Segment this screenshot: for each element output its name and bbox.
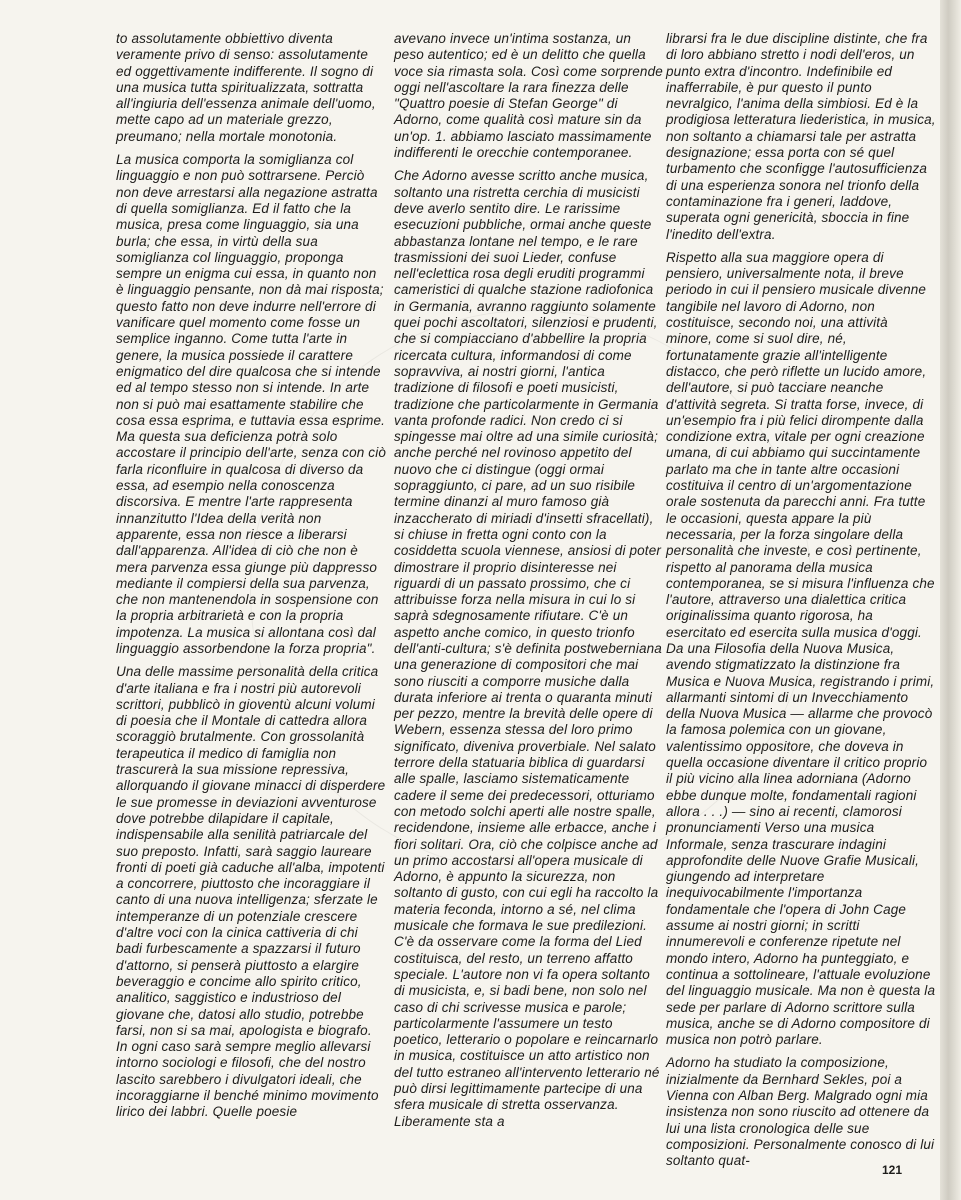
paragraph: Adorno ha studiato la composizione, inizialmente da Bernhard Sekles, poi a Vienna con Alban Berg. Malgrado ogni mia insistenza non sono riuscito ad ottenere da lui una lista cronologica delle sue composizioni. Personalmente conosco di lui soltanto quat- — [666, 1055, 935, 1169]
paragraph: Una delle massime personalità della critica d'arte italiana e fra i nostri più autorevoli scrittori, pubblicò in gioventù alcuni volumi di poesia che il Montale di cattedra allora scoraggiò brutalmente. Con grossolanità terapeutica il medico di famiglia non trascurerà la sua missione repressiva, allorquando il giovane minacci di disperdere le sue promesse in deviazioni avventurose dove potrebbe dilapidare il capitale, indispensabile alla senilità patriarcale del suo preposto. Infatti, sarà saggio laureare fronti di poeti già caduche all'alba, impotenti a concorrere, piuttosto che incoraggiare il canto di una nuova intelligenza; sferzate le intemperanze di un potenziale crescere d'altre voci con la cinica cattiveria di chi badi furbescamente a spazzarsi il futuro d'attorno, si penserà piuttosto a elargire beveraggio e concime allo spirito critico, analitico, saggistico e industrioso del giovane che, datosi allo studio, potrebbe farsi, non si sa mai, apologista e biografo. In ogni caso sarà sempre meglio allevarsi intorno sociologi e filosofi, che del nostro lascito sarebbero i divulgatori ideali, che incoraggiarne il benché minimo movimento lirico dei labbri. Quelle poesie — [116, 664, 386, 1120]
text-column-2 — [394, 31, 664, 1130]
page-binding-edge — [940, 0, 961, 1200]
paragraph: to assolutamente obbiettivo diventa veramente privo di senso: assolutamente ed oggettivamente indifferente. Il sogno di una musica tutta spiritualizzata, sottratta all'ingiuria dell'essenza animale dell'uomo, mette capo ad un materiale grezzo, preumano; nella mortale monotonia. — [116, 31, 376, 144]
paragraph: librarsi fra le due discipline distinte, che fra di loro abbiano stretto i nodi dell'eros, un punto extra d'incontro. Indefinibile ed inafferrabile, è pur questo il punto nevralgico, l'anima della simbiosi. Ed è la prodigiosa letteratura liederistica, in musica, non soltanto a chiamarsi tale per astratta designazione; essa porta con sé quel turbamento che sconfigge l'autosufficienza di una esperienza sonora nel trionfo della contaminazione fra i generi, laddove, superata ogni genericità, sboccia in fine l'inedito dell'extra. — [666, 31, 936, 242]
page-number: 121 — [882, 1163, 903, 1177]
text-column-3 — [666, 31, 936, 1169]
text-column-1 — [116, 31, 386, 1121]
paragraph: Rispetto alla sua maggiore opera di pensiero, universalmente nota, il breve periodo in cui il pensiero musicale divenne tangibile nel lavoro di Adorno, non costituisce, secondo noi, una attività minore, come si suol dire, né, fortunatamente grazie all'intelligente distacco, che però riflette un lucido amore, dell'autore, si può tacciare neanche d'attività segreta. Si tratta forse, invece, di un'esempio fra i più felici dirompente dalla condizione extra, vitale per ogni creazione umana, di cui abbiamo qui succintamente parlato ma che in tante altre occasioni costituiva il centro di un'argomentazione orale sostenuta da parecchi anni. Fra tutte le occasioni, questa appare la più necessaria, per la forza singolare della personalità che investe, e così pertinente, rispetto al panorama della musica contemporanea, se si misura l'influenza che l'autore, attraverso una dialettica critica originalissima quanto rigorosa, ha esercitato ed esercita sulla musica d'oggi. Da una Filosofia della Nuova Musica, avendo stigmatizzato la distinzione fra Musica e Nuova Musica, registrando i primi, allarmanti sintomi di un Invecchiamento della Nuova Musica — allarme che provocò la famosa polemica con un giovane, valentissimo oppositore, che doveva in quella occasione diventare il critico proprio il più vicino alla linea adorniana (Adorno ebbe dunque molte, fondamentali ragioni allora . . .) — sino ai recenti, clamorosi pronunciamenti Verso una musica Informale, senza trascurare indagini approfondite delle Nuove Grafie Musicali, giungendo ad interpretare inequivocabilmente l'importanza fondamentale che l'opera di John Cage assume ai nostri giorni; in scritti innumerevoli e conferenze ripetute nel mondo intero, Adorno ha punteggiato, e continua a sottolineare, l'attuale evoluzione del linguaggio musicale. Ma non è questa la sede per parlare di Adorno scrittore sulla musica, anche se di Adorno compositore di musica non potrò parlare. — [666, 249, 936, 1048]
paragraph: avevano invece un'intima sostanza, un peso autentico; ed è un delitto che quella voce sia rimasta sola. Così come sorprende oggi nell'ascoltare la rara finezza delle "Quattro poesie di Stefan George" di Adorno, come qualità così mature sin da un'op. 1. abbiamo lasciato massimamente indifferenti le orecchie contemporanee. — [394, 31, 663, 161]
paragraph: La musica comporta la somiglianza col linguaggio e non può sottrarsene. Perciò non deve arrestarsi alla negazione astratta di quella somiglianza. Ed il fatto che la musica, presa come linguaggio, sia una burla; che essa, in virtù della sua somiglianza col linguaggio, proponga sempre un enigma cui essa, in quanto non è linguaggio pensante, non dà mai risposta; questo fatto non deve indurre nell'errore di vanificare quel momento come fosse un semplice inganno. Come tutta l'arte in genere, la musica possiede il carattere enigmatico del dire qualcosa che si intende ed al tempo stesso non si intende. In arte non si può mai esattamente stabilire che cosa essa esprima, e tuttavia essa esprime. Ma questa sua deficienza potrà solo accostare il principio dell'arte, senza con ciò farla riconfluire in qualcosa di diverso da essa, ad esempio nella conoscenza discorsiva. E mentre l'arte rappresenta innanzitutto l'Idea della verità non apparente, essa non riesce a liberarsi dall'apparenza. All'idea di ciò che non è mera parvenza essa giunge più dappresso mediante il compiersi della sua parvenza, che non mantenendola in sospensione con la propria arbitrarietà e con la propria impotenza. La musica si allontana così dal linguaggio assorbendone la forza propria". — [116, 152, 387, 656]
paragraph: Che Adorno avesse scritto anche musica, soltanto una ristretta cerchia di musicisti deve averlo sentito dire. Le rarissime esecuzioni pubbliche, ormai anche queste abbastanza lontane nel tempo, e le rare trasmissioni dei suoi Lieder, confuse nell'eclettica rosa degli eruditi programmi cameristici di qualche stazione radiofonica in Germania, avranno raggiunto solamente quei pochi ascoltatori, silenziosi e prudenti, che si compiacciano d'abbellire la propria ricercata cultura, informandosi di come sopravviva, ai nostri giorni, l'antica tradizione di filosofi e poeti musicisti, tradizione che particolarmente in Germania vanta profonde radici. Non credo ci si spingesse mai oltre ad una simile curiosità; anche perché nel rovinoso appetito del nuovo che ci distingue (oggi ormai sopraggiunto, ci pare, ad un suo risibile termine dinanzi al muro famoso già inzaccherato di miriadi d'insetti sfracellati), si chiuse in fretta ogni conto con la cosiddetta scuola viennese, ansiosi di poter dimostrare il proprio disinteresse nei riguardi di un passato prossimo, che ci attribuisse forza nella misura in cui lo si saprà sdegnosamente rifiutare. C'è un aspetto anche comico, in questo trionfo dell'anti-cultura; s'è definita postweberniana una generazione di compositori che mai sono riusciti a comporre musiche dalla durata inferiore ai trenta o quaranta minuti per pezzo, mentre la brevità delle opere di Webern, essenza stessa del loro primo significato, diveniva proverbiale. Nel salato terrore della statuaria biblica di guardarsi alle spalle, lasciamo sistematicamente cadere il seme dei predecessori, otturiamo con metodo solchi aperti alle nostre spalle, recidendone, insieme alle erbacce, anche i fiori solitari. Ora, ciò che colpisce anche ad un primo accostarsi all'opera musicale di Adorno, è appunto la sicurezza, non soltanto di gusto, con cui egli ha raccolto la materia feconda, intorno a sé, nel clima musicale che formava le sue predilezioni. C'è da osservare come la forma del Lied costituisca, del resto, un terreno affatto speciale. L'autore non vi fa opera soltanto di musicista, e, si badi bene, non solo nel caso di chi scrivesse musica e parole; particolarmente l'assumere un testo poetico, letterario o popolare e reincarnarlo in musica, costituisce un atto artistico non del tutto estraneo all'intervento letterario né può dirsi legittimamente partecipe di una sfera musicale di stretta osservanza. Liberamente sta a — [394, 168, 662, 1129]
